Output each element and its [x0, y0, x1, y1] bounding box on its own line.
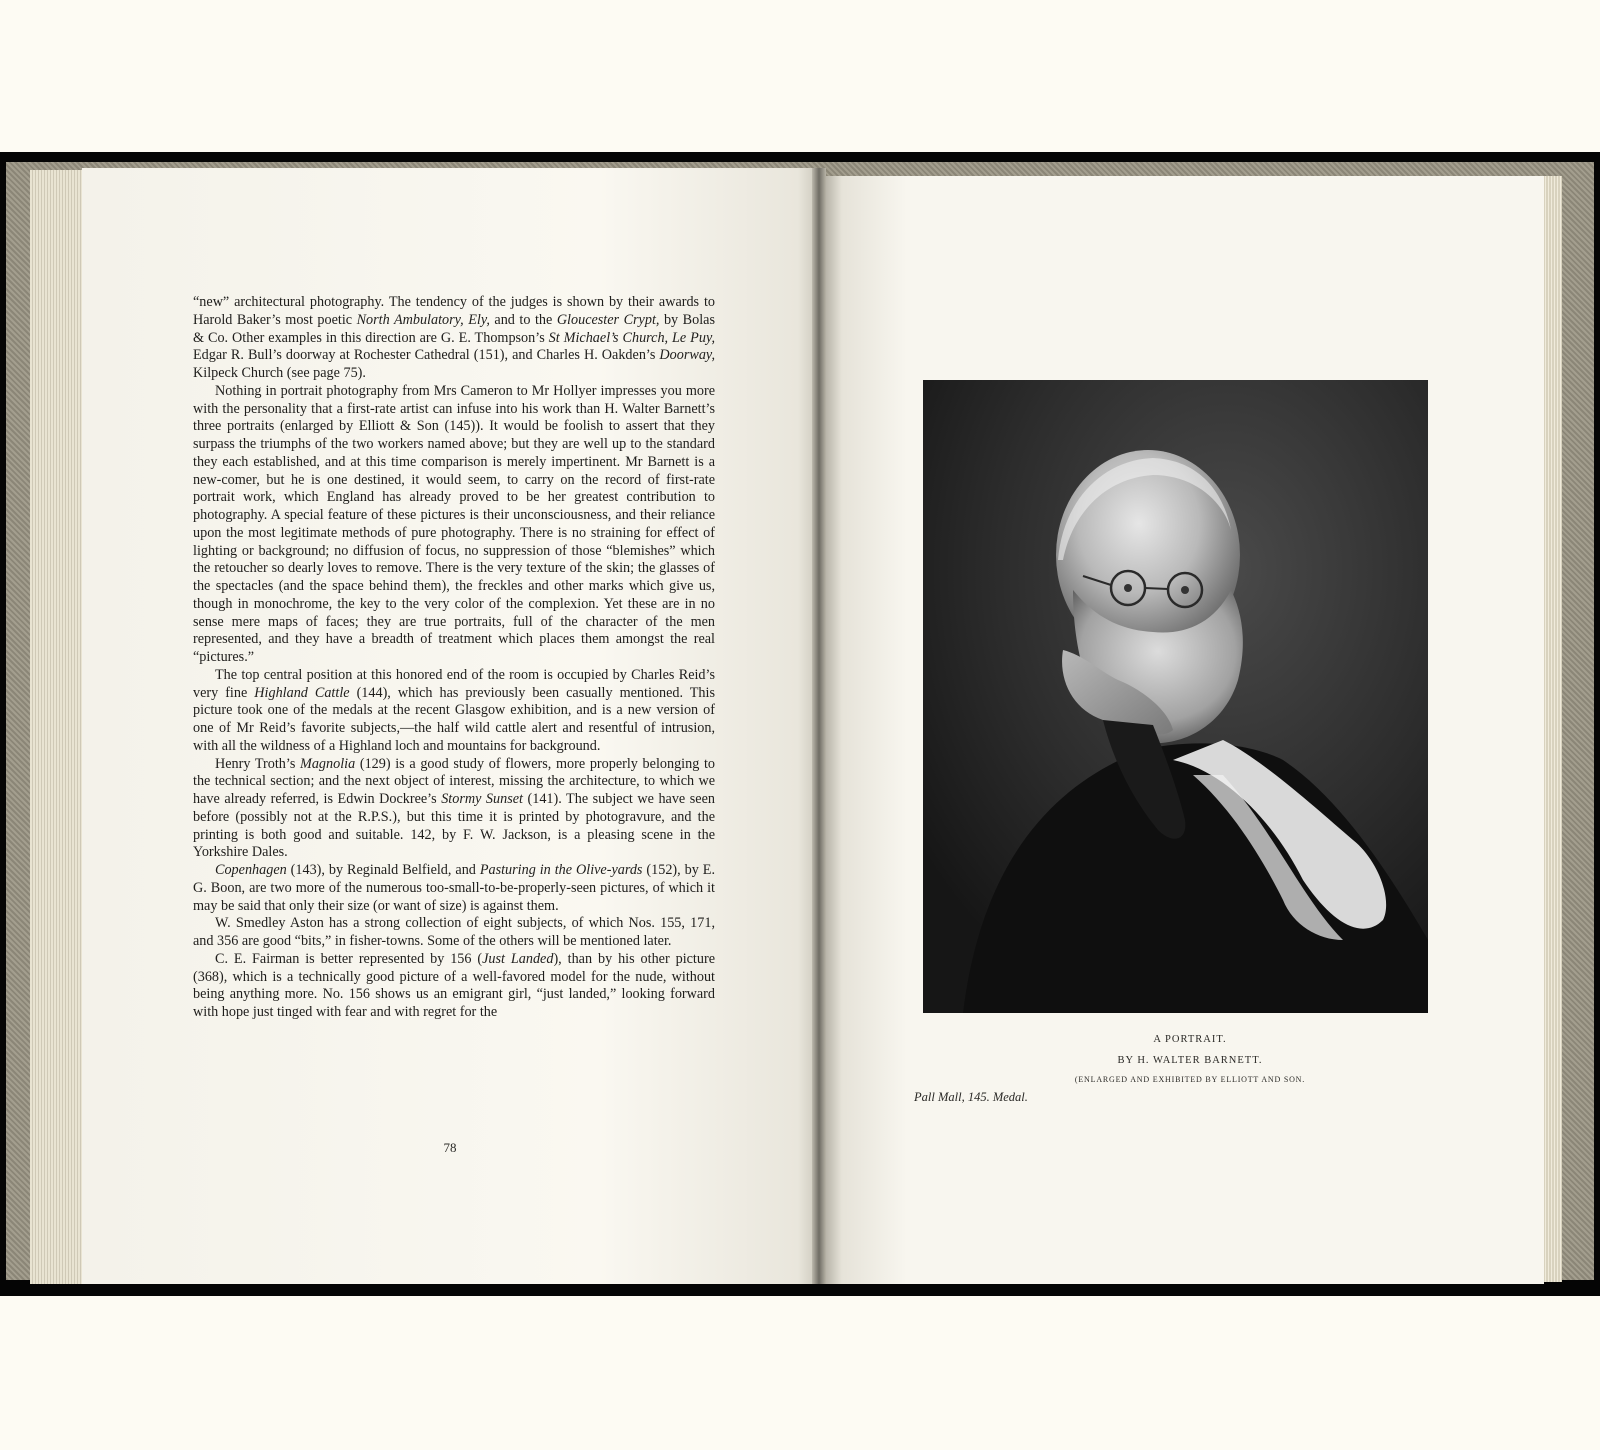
- paragraph: [193, 294, 715, 383]
- text-run: ), than by his other picture (368), which is a technically good picture of a well-favored model for the nude, without being anything more. No. 156 shows us an emigrant girl, “just landed,” looking forward with hope just tinged with fear and with regret for the: [193, 950, 715, 1020]
- italic-title: Stormy Sunset: [441, 791, 523, 807]
- text-run: (144), which has previously been casually mentioned. This picture took one of the medals at the recent Glasgow exhibition, and is a new version of one of Mr Reid’s favorite subjects,—the half wild cattle alert and resentful of intrusion, with all the wildness of a Highland loch and mountains for background.: [193, 684, 715, 754]
- text-run: (152), by E. G. Boon, are two more of the numerous too-small-to-be-properly-seen pictures, of which it may be said that only their size (or want of size) is against them.: [193, 862, 715, 914]
- italic-title: Doorway,: [659, 347, 715, 364]
- text-run: (141). The subject we have seen before (possibly not at the R.P.S.), but this time it is printed by photogravure, and the printing is both good and suitable. 142, by F. W. Jackson, is a pleasing scene in the Yorkshire Dales.: [193, 791, 715, 861]
- italic-title: North Ambulatory, Ely,: [356, 311, 490, 328]
- text-run: “new” architectural photography. The tendency of the judges is shown by their awards to Harold Baker’s most poetic: [193, 294, 715, 328]
- paragraph: [193, 951, 715, 1022]
- italic-title: Magnolia: [300, 755, 356, 772]
- italic-title: Copenhagen: [215, 862, 287, 878]
- italic-title: Highland Cattle: [254, 684, 350, 701]
- italic-title: Pasturing in the Olive-yards: [479, 862, 643, 878]
- body-text: [193, 294, 715, 1022]
- page-edges-left: [30, 170, 90, 1284]
- text-run: Kilpeck Church (see page 75).: [193, 365, 366, 381]
- text-run: (143), by Reginald Belfield, and: [286, 862, 480, 878]
- paragraph: [193, 862, 715, 915]
- portrait-plate: [923, 380, 1428, 1013]
- portrait-image: [923, 380, 1428, 1013]
- paragraph: [193, 915, 715, 951]
- text-run: Nothing in portrait photography from Mrs Cameron to Mr Hollyer impresses you more with the personality that a first-rate artist can infuse into his work than H. Walter Barnett’s three portraits (enlarged by Elliott & Son (145)). It would be foolish to assert that they surpass the triumphs of the two workers named above; but they are well up to the standard they each established, and at this time comparison is merely impertinent. Mr Barnett is a new-comer, but he is one destined, it would seem, to carry on the record of first-rate portrait work, which England has already proved to be her greatest contribution to photography. A special feature of these pictures is their unconsciousness, and their reliance upon the most legitimate methods of pure photography. There is no straining for effect of lighting or background; no diffusion of focus, no suppression of those “blemishes” which the retoucher so dearly loves to remove. There is the very texture of the skin; the glasses of the spectacles (and the space behind them), the freckles and other marks which give us, though in monochrome, the key to the very color of the complexion. Yet these are in no sense mere maps of faces; they are true portraits, full of the character of the men represented, and they have a breadth of treatment which places them amongst the real “pictures.”: [193, 382, 715, 665]
- paragraph: [193, 383, 715, 667]
- italic-title: Gloucester Crypt,: [556, 311, 660, 328]
- text-run: The top central position at this honored end of the room is occupied by Charles Reid’s very fine: [193, 666, 715, 701]
- text-run: C. E. Fairman is better represented by 156 (: [215, 950, 483, 967]
- paragraph: [193, 667, 715, 756]
- caption-author: BY H. WALTER BARNETT.: [1117, 1055, 1263, 1066]
- text-run: Henry Troth’s: [215, 755, 301, 772]
- paragraph: [193, 756, 715, 863]
- book-gutter: [812, 168, 826, 1284]
- caption-exhibition: Pall Mall, 145. Medal.: [914, 1090, 1028, 1104]
- text-run: Edgar R. Bull’s doorway at Rochester Cathedral (151), and Charles H. Oakden’s: [193, 347, 660, 364]
- text-run: W. Smedley Aston has a strong collection of eight subjects, of which Nos. 155, 171, and 356 are good “bits,” in fisher-towns. Some of the others will be mentioned later.: [193, 915, 715, 949]
- italic-title: St Michael’s Church, Le Puy,: [548, 329, 716, 346]
- page-number: 78: [443, 1140, 457, 1155]
- caption-title: A PORTRAIT.: [1153, 1034, 1227, 1045]
- text-run: (129) is a good study of flowers, more properly belonging to the technical section; and the next object of interest, missing the architecture, to which we have already referred, is Edwin Dockree’s: [193, 755, 715, 807]
- caption-credit: (ENLARGED AND EXHIBITED BY ELLIOTT AND SON.: [1074, 1075, 1306, 1084]
- italic-title: Just Landed: [482, 950, 554, 967]
- text-run: and to the: [489, 311, 557, 328]
- text-run: by Bolas & Co. Other examples in this direction are G. E. Thompson’s: [193, 311, 715, 346]
